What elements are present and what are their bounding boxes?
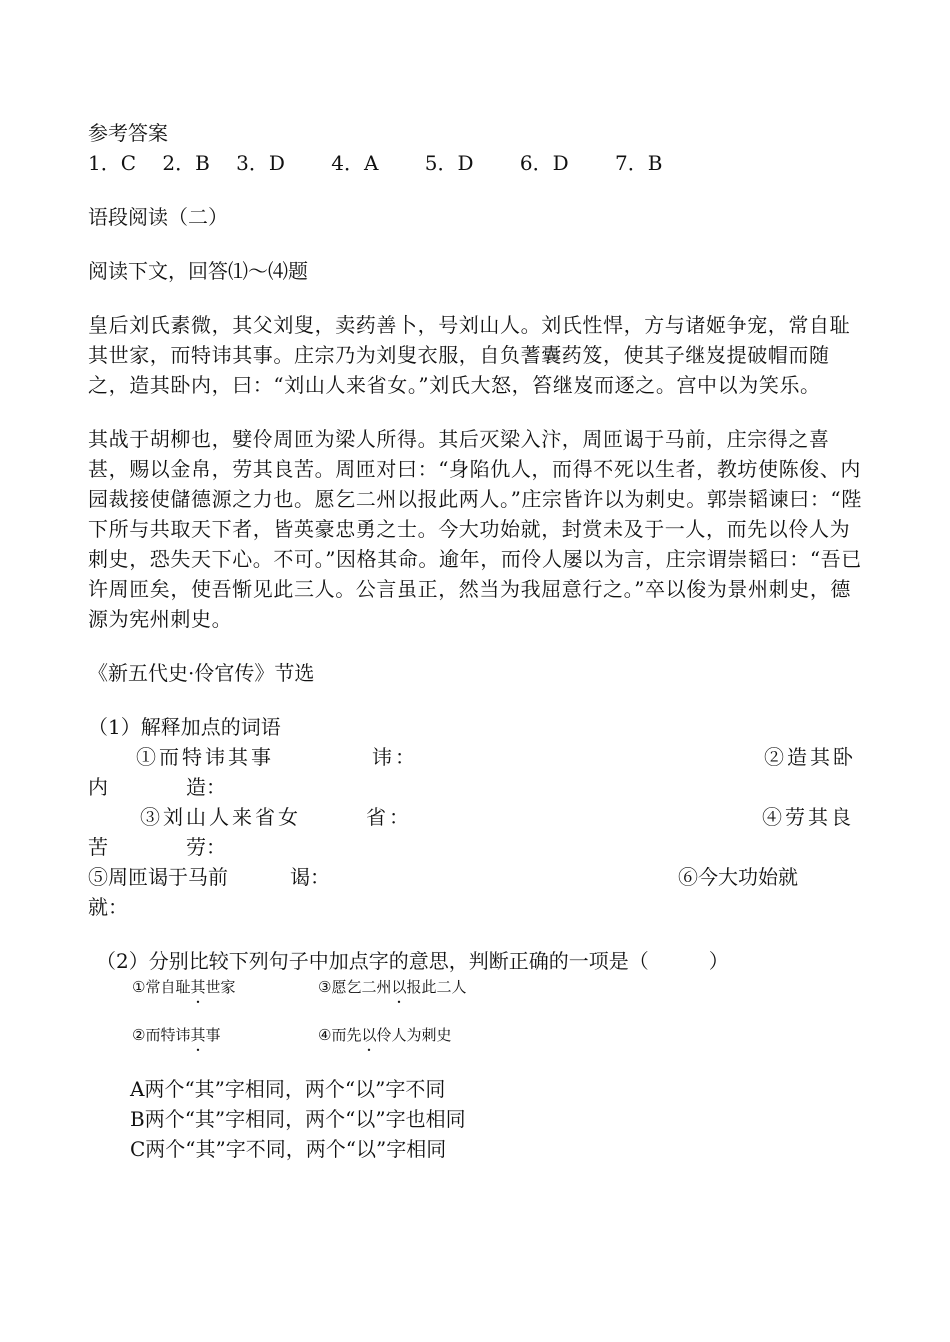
q2-dotted-char: 其 — [190, 1026, 206, 1044]
section-instruction: 阅读下文，回答⑴～⑷题 — [88, 259, 308, 283]
q1-key-1: 讳： — [372, 745, 418, 769]
q1-item-6: ⑥今大功始就 — [678, 865, 798, 889]
q1-item-4-cont: 苦 — [88, 835, 108, 859]
q2-option-a: A两个“其”字相同，两个“以”字不同 — [130, 1077, 446, 1101]
q1-row-6 — [88, 892, 862, 922]
q2-sentences-row-2 — [132, 1024, 862, 1046]
section-title: 语段阅读（二） — [88, 205, 228, 229]
q1-key-2: 造： — [186, 775, 226, 799]
document-page — [88, 118, 862, 1164]
q2-sentence-1: ①常自耻其世家 — [132, 978, 236, 996]
q1-item-1: ①而特讳其事 — [136, 745, 274, 769]
q1-key-4: 劳： — [186, 835, 226, 859]
answers-heading: 参考答案 — [88, 121, 168, 145]
answers-list: 1．C 2．B 3．D 4．A 5．D 6．D 7．B — [88, 151, 663, 175]
q2-dotted-char: 以 — [361, 1026, 377, 1044]
q1-item-4: ④劳其良 — [762, 805, 854, 829]
q2-option-b: B两个“其”字相同，两个“以”字也相同 — [130, 1107, 466, 1131]
passage-paragraph-1: 皇后刘氏素微，其父刘叟，卖药善卜，号刘山人。刘氏性悍，方与诸姬争宠，常自耻其世家，而特讳其事。庄宗乃为刘叟衣服，自负蓍囊药笈，使其子继岌提破帽而随之，造其卧内，曰：“刘山人来省女。”刘氏大怒，笞继岌而逐之。宫中以为笑乐。 — [88, 313, 851, 397]
q2-dotted-char: 以 — [391, 978, 407, 996]
q1-key-5: 谒： — [290, 865, 330, 889]
q1-title: （1）解释加点的词语 — [88, 715, 281, 739]
passage-paragraph-2: 其战于胡柳也，嬖伶周匝为梁人所得。其后灭梁入汴，周匝谒于马前，庄宗得之喜甚，赐以金帛，劳其良苦。周匝对曰：“身陷仇人，而得不死以生者，教坊使陈俊、内园裁接使儲德源之力也。愿乞二州以报此两人。”庄宗皆许以为刺史。郭崇韬谏曰：“陛下所与共取天下者，皆英豪忠勇之士。今大功始就，封赏未及于一人，而先以伶人为刺史，恐失天下心。不可。”因格其命。逾年，而伶人屡以为言，庄宗谓崇韬曰：“吾已许周匝矣，使吾惭见此三人。公言虽正，然当为我屈意行之。”卒以俊为景州刺史，德源为宪州刺史。 — [88, 427, 862, 631]
q2-sentence-4: ④而先以伶人为刺史 — [318, 1026, 452, 1044]
q2-option-c: C两个“其”字不同，两个“以”字相同 — [130, 1137, 447, 1161]
q2-dotted-char: 其 — [190, 978, 206, 996]
q1-item-5: ⑤周匝谒于马前 — [88, 865, 228, 889]
q1-key-6: 就： — [88, 895, 128, 919]
q2-sentence-3: ③愿乞二州以报此二人 — [318, 978, 467, 996]
q1-item-2-cont: 内 — [88, 775, 108, 799]
q1-row-4 — [88, 832, 862, 862]
q1-row-2 — [88, 772, 862, 802]
passage-source: 《新五代史·伶官传》节选 — [88, 661, 315, 685]
q1-row-1 — [88, 742, 862, 772]
q1-item-3: ③刘山人来省女 — [140, 805, 301, 829]
q1-row-3 — [88, 802, 862, 832]
q2-title: （2）分别比较下列句子中加点字的意思，判断正确的一项是（ ） — [96, 949, 729, 973]
q1-item-2: ②造其卧 — [764, 745, 856, 769]
q2-sentences-row-1 — [132, 976, 862, 998]
q1-row-5 — [88, 862, 862, 892]
q1-key-3: 省： — [366, 805, 412, 829]
q2-sentence-2: ②而特讳其事 — [132, 1026, 221, 1044]
